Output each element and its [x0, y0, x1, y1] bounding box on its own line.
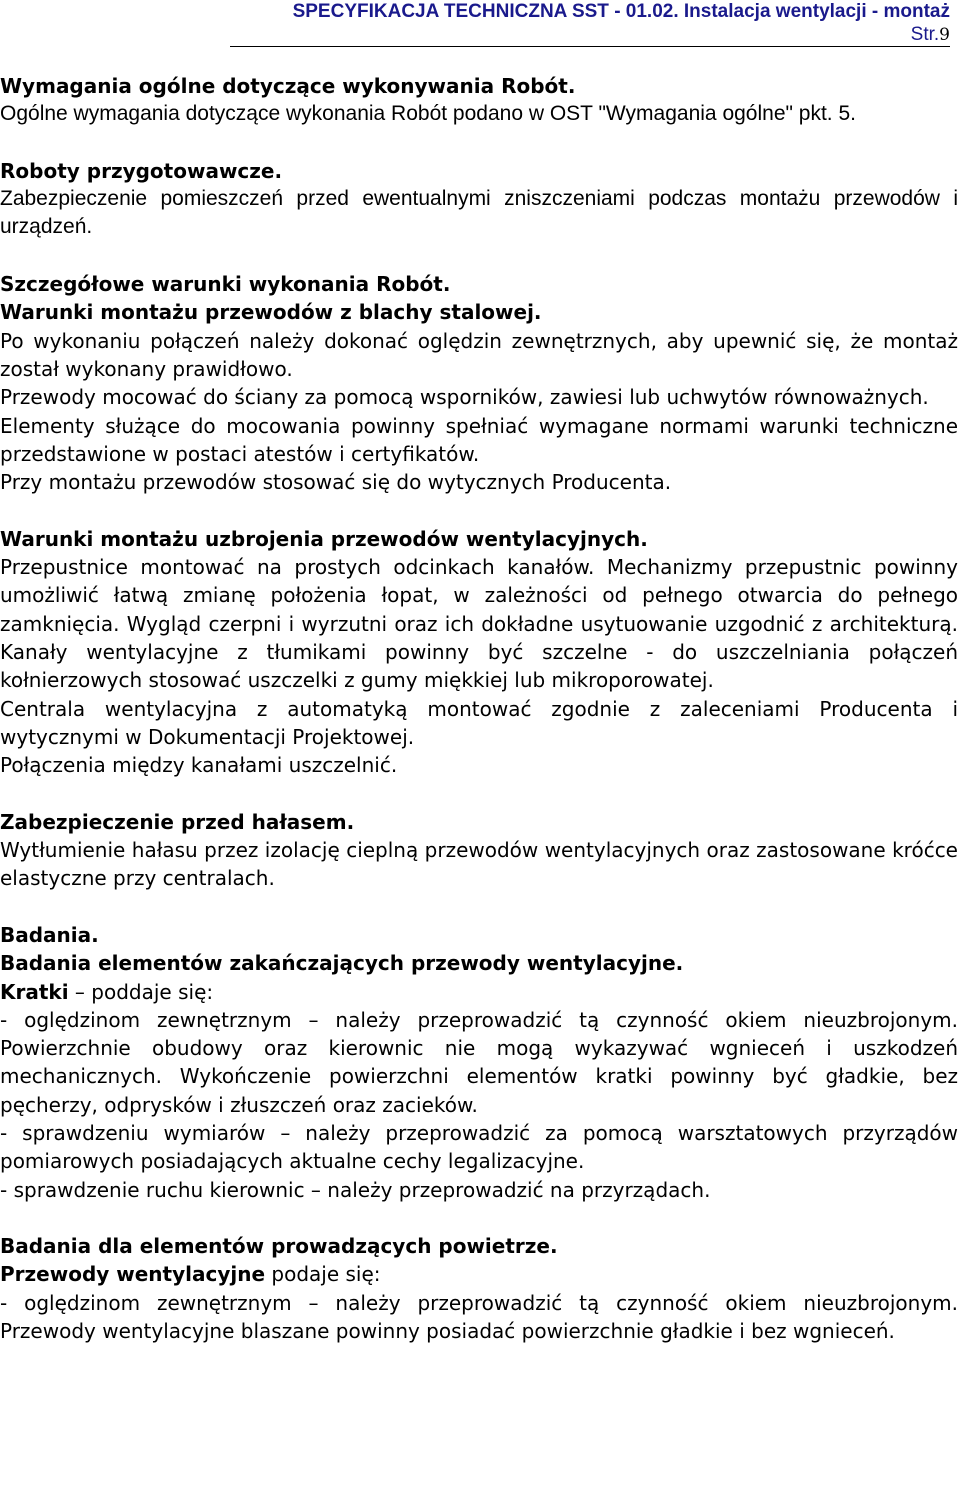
document-body — [0, 72, 958, 1345]
przewody-line — [0, 1260, 958, 1288]
kratki-line — [0, 978, 958, 1006]
section-heading: Warunki montażu uzbrojenia przewodów wentylacyjnych. — [0, 526, 648, 551]
paragraph: Po wykonaniu połączeń należy dokonać oględzin zewnętrznych, aby upewnić się, że montaż został wykonany prawidłowo. — [0, 328, 958, 381]
paragraph: Przy montażu przewodów stosować się do wytycznych Producenta. — [0, 470, 672, 495]
section-heading: Szczegółowe warunki wykonania Robót. — [0, 272, 451, 297]
page-header — [210, 0, 950, 47]
paragraph: Przewody mocować do ściany za pomocą wsporników, zawiesi lub uchwytów równoważnych. — [0, 385, 929, 410]
section-heading: Badania dla elementów prowadzących powietrze. — [0, 1234, 558, 1259]
paragraph: Zabezpieczenie pomieszczeń przed ewentualnymi zniszczeniami podczas montażu przewodów i urządzeń. — [0, 187, 958, 239]
przewody-label: Przewody wentylacyjne — [0, 1262, 266, 1287]
paragraph: - oględzinom zewnętrznym – należy przeprowadzić tą czynność okiem nieuzbrojonym. Przewody wentylacyjne blaszane powinny posiadać powierzchnie gładkie i bez wgnieceń. — [0, 1290, 958, 1344]
paragraph: Elementy służące do mocowania powinny spełniać wymagane normami warunki techniczne przedstawione w postaci atestów i certyfikatów. — [0, 413, 958, 466]
section-heading: Roboty przygotowawcze. — [0, 158, 283, 183]
paragraph: Przepustnice montować na prostych odcinkach kanałów. Mechanizmy przepustnic powinny umożliwić łatwą zmianę położenia łopat, w zależności od pełnego otwarcia do pełnego zamknięcia. Wygląd czerpni i wyrzutni oraz ich dokładne usytuowanie uzgodnić z architekturą. Kanały wentylacyjne z tłumikami powinny być szczelne - do uszczelniania połączeń kołnierzowych stosować uszczelki z gumy miękkiej lub mikroporowatej. — [0, 555, 958, 693]
section-heading: Badania. — [0, 922, 99, 947]
paragraph: Centrala wentylacyjna z automatyką montować zgodnie z zaleceniami Producenta i wytycznymi w Dokumentacji Projektowej. — [0, 696, 958, 749]
przewody-rest: podaje się: — [265, 1262, 381, 1287]
kratki-label: Kratki — [0, 979, 69, 1004]
kratki-rest: – poddaje się: — [68, 979, 214, 1004]
paragraph: Połączenia między kanałami uszczelnić. — [0, 753, 398, 778]
paragraph: - sprawdzenie ruchu kierownic – należy przeprowadzić na przyrządach. — [0, 1177, 711, 1202]
document-title: SPECYFIKACJA TECHNICZNA SST - 01.02. Instalacja wentylacji - montaż — [292, 1, 950, 22]
section-heading: Wymagania ogólne dotyczące wykonywania Robót. — [0, 74, 576, 98]
paragraph: Ogólne wymagania dotyczące wykonania Robót podano w OST "Wymagania ogólne" pkt. 5. — [0, 102, 856, 126]
paragraph: - sprawdzeniu wymiarów – należy przeprowadzić za pomocą warsztatowych przyrządów pomiarowych posiadających aktualne cechy legalizacyjne. — [0, 1120, 958, 1174]
section-heading: Zabezpieczenie przed hałasem. — [0, 809, 355, 834]
page-label: Str. — [910, 24, 940, 45]
page-number: 9 — [939, 25, 950, 45]
subsection-heading: Badania elementów zakańczających przewody wentylacyjne. — [0, 951, 684, 976]
paragraph: Wytłumienie hałasu przez izolację cieplną przewodów wentylacyjnych oraz zastosowane króćce elastyczne przy centralach. — [0, 838, 958, 891]
paragraph: - oględzinom zewnętrznym – należy przeprowadzić tą czynność okiem nieuzbrojonym. Powierzchnie obudowy oraz kierownic nie mogą wykazywać wgnieceń i uszkodzeń mechanicznych. Wykończenie powierzchni elementów kratki powinny być gładkie, bez pęcherzy, odprysków i złuszczeń oraz zacieków. — [0, 1007, 958, 1117]
page-number-line — [230, 24, 950, 47]
subsection-heading: Warunki montażu przewodów z blachy stalowej. — [0, 300, 542, 325]
